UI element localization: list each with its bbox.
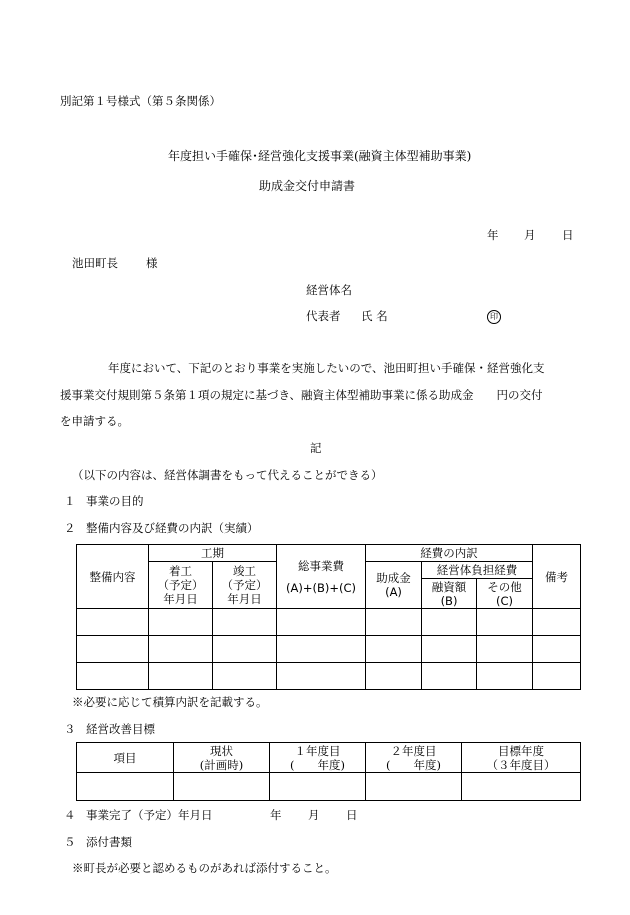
section-4-label: 事業完了（予定）年月日 xyxy=(86,808,213,822)
attachment-note: ※町長が必要と認めるものがあれば添付すること。 xyxy=(72,861,337,875)
section-3-label: 経営改善目標 xyxy=(86,722,155,736)
table-row xyxy=(77,773,581,801)
header-year1: １年度目 ( 年度) xyxy=(270,743,366,773)
header-item: 項目 xyxy=(77,743,174,773)
representative-label: 代表者 xyxy=(306,309,341,323)
body-line-2: 援事業交付規則第５条第１項の規定に基づき、融資主体型補助事業に係る助成金 円の交付 xyxy=(60,388,543,402)
header-year2: ２年度目 ( 年度) xyxy=(366,743,462,773)
date-month: 月 xyxy=(524,228,536,242)
document-title: 年度担い手確保･経営強化支援事業(融資主体型補助事業) xyxy=(168,149,472,163)
table-row xyxy=(77,663,581,690)
improvement-table xyxy=(76,742,581,801)
date-year: 年 xyxy=(487,228,499,242)
header-content: 整備内容 xyxy=(77,545,149,609)
header-total: 総事業費 (A)+(B)+(C) xyxy=(277,545,366,609)
header-remarks: 備考 xyxy=(533,545,581,609)
expense-table xyxy=(76,544,581,690)
table-row xyxy=(77,609,581,636)
name-label: 氏 名 xyxy=(361,309,388,323)
section-5-label: 添付書類 xyxy=(86,835,132,849)
section-1-number: １ xyxy=(64,494,76,508)
section-4-number: ４ xyxy=(64,808,76,822)
date-day: 日 xyxy=(562,228,574,242)
form-number: 別記第１号様式（第５条関係） xyxy=(60,94,221,108)
header-current: 現状 (計画時) xyxy=(174,743,270,773)
table-row xyxy=(77,636,581,663)
entity-name-label: 経営体名 xyxy=(306,283,352,297)
section-4-year: 年 xyxy=(270,808,282,822)
header-period: 工期 xyxy=(149,545,277,562)
header-other: その他 (C) xyxy=(477,579,533,609)
note-intro: （以下の内容は、経営体調書をもって代えることができる） xyxy=(72,468,383,482)
header-loan: 融資額 (B) xyxy=(422,579,477,609)
addressee-honorific: 様 xyxy=(146,256,158,270)
body-line-3: を申請する。 xyxy=(60,414,129,428)
section-1-label: 事業の目的 xyxy=(86,494,144,508)
section-3-number: ３ xyxy=(64,722,76,736)
document-subtitle: 助成金交付申請書 xyxy=(259,179,356,193)
header-burden: 経営体負担経費 xyxy=(422,562,533,579)
body-line-1: 年度において、下記のとおり事業を実施したいので、池田町担い手確保・経営強化支 xyxy=(108,361,545,375)
section-2-label: 整備内容及び経費の内訳（実績） xyxy=(86,521,259,535)
section-2-number: ２ xyxy=(64,521,76,535)
seal-mark: 印 xyxy=(487,310,501,324)
section-5-number: ５ xyxy=(64,835,76,849)
header-target: 目標年度 （３年度目） xyxy=(462,743,581,773)
header-end: 竣工 （予定） 年月日 xyxy=(213,562,277,609)
ki-heading: 記 xyxy=(310,441,322,455)
section-4-day: 日 xyxy=(346,808,358,822)
addressee-name: 池田町長 xyxy=(72,256,118,270)
header-subsidy: 助成金 (A) xyxy=(366,562,422,609)
header-breakdown: 経費の内訳 xyxy=(366,545,533,562)
table1-note: ※必要に応じて積算内訳を記載する。 xyxy=(72,695,268,709)
section-4-month: 月 xyxy=(308,808,320,822)
header-start: 着工 （予定） 年月日 xyxy=(149,562,213,609)
